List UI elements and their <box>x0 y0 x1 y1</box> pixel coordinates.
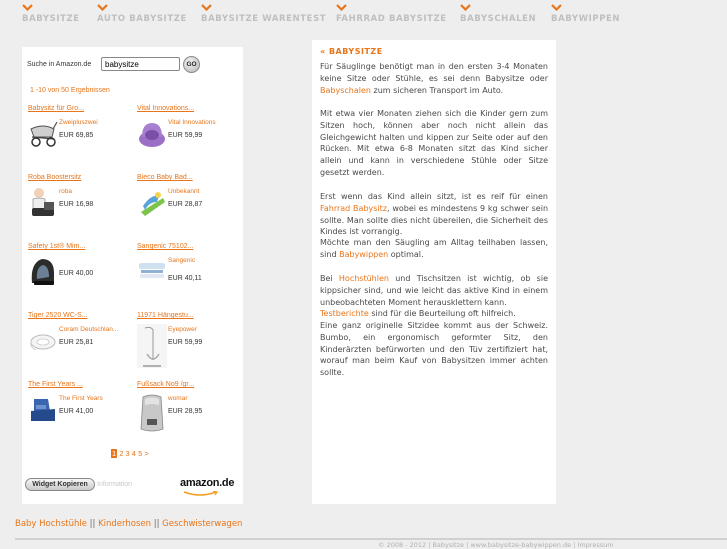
stroller-thumb[interactable] <box>28 117 58 149</box>
product-brand: Eyepower <box>168 326 197 333</box>
hanging-chair-thumb[interactable] <box>137 324 167 368</box>
product-title-link[interactable]: 11971 Hängestu... <box>137 312 194 319</box>
paragraph: Erst wenn das Kind allein sitzt, ist es reif für einen Fahrrad Babysitz, wobei es mindestens 9 kg schwer sein sollte. Man sollte dies nicht übereilen, die Sicherheit des Kindes ist vorrangig. <box>320 192 549 237</box>
product-price: EUR 28,95 <box>168 408 203 415</box>
product-item[interactable] <box>137 243 237 305</box>
car-seat-thumb[interactable] <box>28 255 58 287</box>
amazon-logo[interactable]: amazon.de <box>180 477 235 489</box>
paragraph: Möchte man den Säugling am Alltag teilhaben lassen, sind Babywippen optimal. <box>320 238 548 259</box>
product-price: EUR 16,98 <box>59 201 94 208</box>
widget-copy-button[interactable]: Widget Kopieren <box>25 478 95 491</box>
bath-seat-thumb[interactable] <box>137 186 167 218</box>
product-brand: Sangenic <box>168 257 196 264</box>
link-babyschalen[interactable]: Babyschalen <box>320 85 371 95</box>
nav-label: BABYWIPPEN <box>551 14 621 24</box>
product-brand: Unbekannt <box>168 188 200 195</box>
results-count: 1 -10 von 50 Ergebnissen <box>30 87 110 94</box>
footer-link-baby-hochstuehle[interactable]: Baby Hochstühle <box>15 519 87 529</box>
amazon-smile-icon <box>182 491 222 497</box>
product-title-link[interactable]: Bieco Baby Bad... <box>137 174 193 181</box>
paragraph: Testberichte sind für die Beurteilung oft hilfreich. <box>320 309 516 318</box>
product-item[interactable] <box>28 381 128 443</box>
page-next-link[interactable]: > <box>144 449 149 458</box>
product-item[interactable] <box>137 105 237 167</box>
product-item[interactable] <box>137 312 237 374</box>
page-link[interactable]: 3 <box>125 449 130 458</box>
page-link[interactable]: 2 <box>119 449 124 458</box>
product-brand: Zweipluszwei <box>59 119 98 126</box>
product-price: EUR 69,85 <box>59 132 94 139</box>
product-item[interactable] <box>137 381 237 443</box>
paragraph: Eine ganz originelle Sitzidee kommt aus der Schweiz. Bumbo, ein ergonomisch geformter Sitz, den Kinderärzten befürworten und den Tüv zertifiziert hat, worauf man beim Kauf von Babysitzen immer achten sollte. <box>320 321 548 378</box>
nav-label: AUTO BABYSITZE <box>97 14 187 24</box>
product-price: EUR 25,81 <box>59 339 94 346</box>
product-price: EUR 41,00 <box>59 408 94 415</box>
footer-links: Baby Hochstühle || Kinderhosen || Geschwisterwagen <box>15 519 243 529</box>
footer-copyright: © 2008 - 2012 | Babysitze | www.babysitze-babywippen.de | Impressum <box>378 541 614 549</box>
product-price: EUR 28,87 <box>168 201 203 208</box>
product-item[interactable] <box>137 174 237 236</box>
paragraph: Bei Hochstühlen und Tischsitzen ist wichtig, ob sie kippsicher sind, und wie leicht das aktive Kind in einem unbeobachteten Moment herausklettern kann. <box>320 274 548 307</box>
product-item[interactable] <box>28 105 128 167</box>
chevron-down-icon <box>551 4 562 11</box>
product-item[interactable] <box>28 243 128 305</box>
product-title-link[interactable]: Babysitz für Gro... <box>28 105 85 112</box>
chevron-down-icon <box>336 4 347 11</box>
product-price: EUR 40,11 <box>168 275 202 282</box>
bumbo-seat-thumb[interactable] <box>137 117 167 149</box>
search-input[interactable] <box>101 57 180 71</box>
product-title-link[interactable]: The First Years ... <box>28 381 83 388</box>
product-brand: Coram Deutschlan... <box>59 326 119 333</box>
footer-link-geschwisterwagen[interactable]: Geschwisterwagen <box>162 519 243 529</box>
product-brand: The First Years <box>59 395 103 402</box>
top-navigation <box>0 0 727 38</box>
link-testberichte[interactable]: Testberichte <box>320 309 369 318</box>
product-title-link[interactable]: Fußsack No9 /gr... <box>137 381 195 388</box>
page-title: « BABYSITZE <box>320 47 383 56</box>
sangenic-thumb[interactable] <box>137 255 167 287</box>
amazon-widget <box>22 47 243 504</box>
product-price: EUR 40,00 <box>59 270 94 277</box>
footer-link-kinderhosen[interactable]: Kinderhosen <box>98 519 152 529</box>
chevron-down-icon <box>460 4 471 11</box>
information-link[interactable]: Information <box>97 481 133 488</box>
product-item[interactable] <box>28 312 128 374</box>
product-title-link[interactable]: Vital Innovations... <box>137 105 195 112</box>
nav-label: BABYSITZE <box>22 14 80 24</box>
go-button[interactable]: GO <box>183 56 200 73</box>
product-item[interactable] <box>28 174 128 236</box>
chevron-down-icon <box>22 4 33 11</box>
link-babywippen[interactable]: Babywippen <box>339 249 389 259</box>
footmuff-thumb[interactable] <box>137 393 167 433</box>
product-brand: Vital Innovations <box>168 119 216 126</box>
nav-label: BABYSITZE WARENTEST <box>201 14 327 24</box>
pagination <box>111 449 149 458</box>
nav-label: BABYSCHALEN <box>460 14 537 24</box>
page-current: 1 <box>112 449 117 458</box>
chevron-down-icon <box>201 4 212 11</box>
product-title-link[interactable]: Tiger 2520 WC-S... <box>28 312 88 319</box>
product-price: EUR 59,99 <box>168 132 203 139</box>
footer-divider <box>15 538 727 540</box>
link-hochstuehlen[interactable]: Hochstühlen <box>338 274 389 283</box>
product-brand: roba <box>59 188 73 195</box>
product-price: EUR 59,99 <box>168 339 203 346</box>
product-brand: womar <box>168 395 188 402</box>
search-label: Suche in Amazon.de <box>27 61 92 68</box>
product-title-link[interactable]: Roba Boostersitz <box>28 174 82 181</box>
chevron-down-icon <box>97 4 108 11</box>
toilet-seat-thumb[interactable] <box>28 324 58 356</box>
main-content <box>312 40 556 504</box>
page-link[interactable]: 5 <box>138 449 143 458</box>
paragraph: Für Säuglinge benötigt man in den ersten 3-4 Monaten keine Sitze oder Stühle, es sei denn Babysitze oder Babyschalen zum sicheren Transport im Auto. <box>320 62 548 95</box>
link-fahrrad-babysitz[interactable]: Fahrrad Babysitz <box>320 203 387 213</box>
nav-label: FAHRRAD BABYSITZE <box>336 14 447 24</box>
paragraph: Mit etwa vier Monaten ziehen sich die Kinder gern zum Sitzen hoch, können aber noch nicht allein das Gleichgewicht halten und kippen zur Seite oder auf den Rücken. Mit etwa 6-8 Monaten sitzt das Kind sicher allein und kann in verschiedene Stühle oder Sitze gesetzt werden. <box>320 109 548 177</box>
product-title-link[interactable]: Sangenic 75102... <box>137 243 194 250</box>
booster-seat-thumb[interactable] <box>28 186 58 218</box>
booster-blue-thumb[interactable] <box>28 393 58 425</box>
product-title-link[interactable]: Safety 1st® Mim... <box>28 243 86 250</box>
page-link[interactable]: 4 <box>131 449 136 458</box>
